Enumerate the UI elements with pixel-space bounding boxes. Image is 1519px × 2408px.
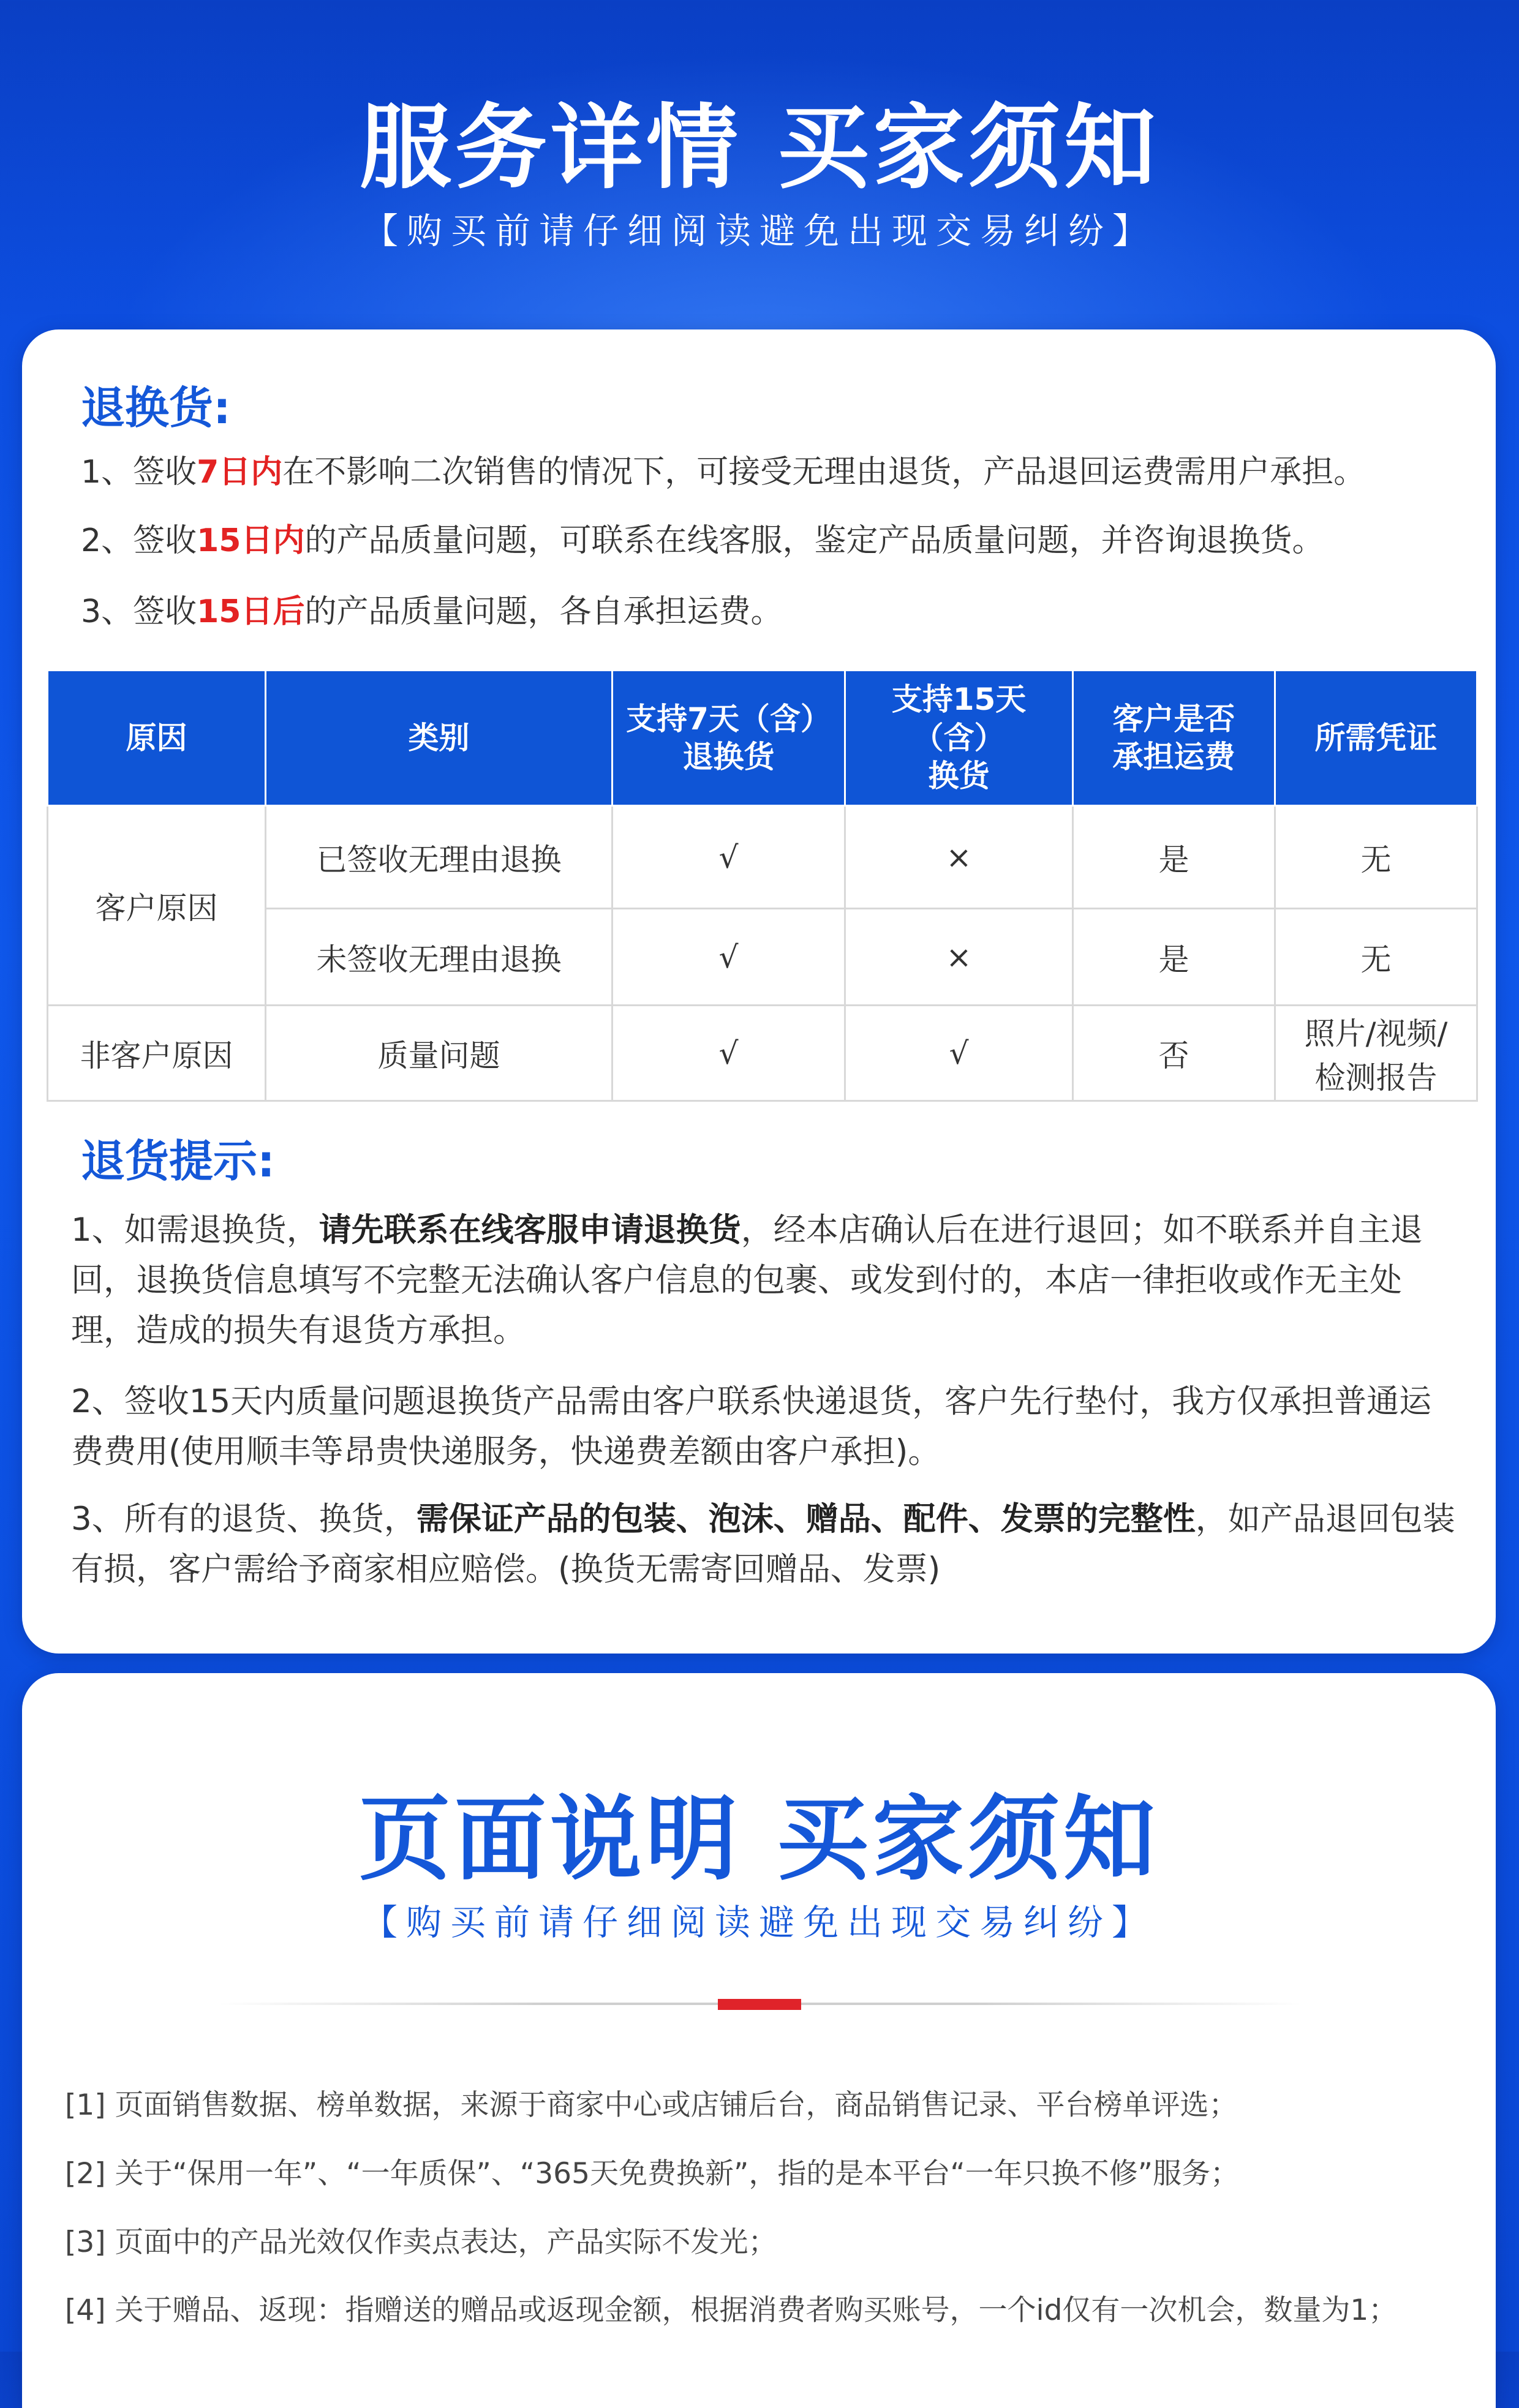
cell-proof: 无 <box>1275 806 1477 909</box>
check-icon: √ <box>612 806 845 909</box>
cell-proof: 照片/视频/ 检测报告 <box>1275 1006 1477 1101</box>
cell-shipping: 是 <box>1073 909 1275 1006</box>
returns-line-2: 2、签收15日内的产品质量问题，可联系在线客服，鉴定产品质量问题，并咨询退换货。 <box>81 522 1324 559</box>
group-customer: 客户原因 <box>48 806 266 1006</box>
table-row <box>48 1006 1477 1101</box>
group-non-customer: 非客户原因 <box>48 1006 266 1101</box>
divider-accent <box>718 1999 801 2010</box>
page-notes-card <box>22 1673 1496 2408</box>
returns-line-1: 1、签收7日内在不影响二次销售的情况下，可接受无理由退货，产品退回运费需用户承担。 <box>81 454 1366 491</box>
page-subtitle: 【购买前请仔细阅读避免出现交易纠纷】 <box>362 210 1156 252</box>
note-item-3: [3] 页面中的产品光效仅作卖点表达，产品实际不发光； <box>65 2226 777 2259</box>
cell-category: 已签收无理由退换 <box>266 806 612 909</box>
service-details-card <box>22 329 1496 1654</box>
returns-line-3: 3、签收15日后的产品质量问题，各自承担运费。 <box>81 593 783 630</box>
bold-text: 需保证产品的包装、泡沫、赠品、配件、发票的完整性 <box>416 1500 1196 1538</box>
header-category: 类别 <box>266 671 612 806</box>
check-icon: √ <box>845 1006 1073 1101</box>
hero-banner <box>0 0 1519 331</box>
cross-icon: × <box>845 909 1073 1006</box>
header-7day: 支持7天（含） 退换货 <box>612 671 845 806</box>
cell-category: 未签收无理由退换 <box>266 909 612 1006</box>
table-row <box>48 806 1477 909</box>
tip-item-3: 3、所有的退货、换货，需保证产品的包装、泡沫、赠品、配件、发票的完整性，如产品退回包装有损，客户需给予商家相应赔偿。(换货无需寄回赠品、发票) <box>71 1500 1455 1588</box>
notes-subtitle: 【购买前请仔细阅读避免出现交易纠纷】 <box>361 1902 1156 1943</box>
check-icon: √ <box>612 909 845 1006</box>
tip-item-1: 1、如需退换货，请先联系在线客服申请退换货，经本店确认后在进行退回；如不联系并自主退回，退换货信息填写不完整无法确认客户信息的包裹、或发到付的，本店一律拒收或作无主处理，造成的损失有退货方承担。 <box>71 1211 1423 1349</box>
header-proof: 所需凭证 <box>1275 671 1477 806</box>
tips-heading: 退货提示: <box>81 1135 275 1187</box>
cell-shipping: 否 <box>1073 1006 1275 1101</box>
bold-text: 请先联系在线客服申请退换货 <box>318 1211 741 1249</box>
notes-title: 页面说明 买家须知 <box>358 1786 1159 1893</box>
highlight-text: 7日内 <box>197 454 283 491</box>
cell-shipping: 是 <box>1073 806 1275 909</box>
note-item-1: [1] 页面销售数据、榜单数据，来源于商家中心或店铺后台，商品销售记录、平台榜单评选； <box>65 2088 1238 2122</box>
cross-icon: × <box>845 806 1073 909</box>
returns-heading: 退换货: <box>81 382 231 434</box>
tip-item-2: 2、签收15天内质量问题退换货产品需由客户联系快递退货，客户先行垫付，我方仅承担普通运费费用(使用顺丰等昂贵快递服务，快递费差额由客户承担)。 <box>71 1383 1432 1470</box>
note-item-4: [4] 关于赠品、返现：指赠送的赠品或返现金额，根据消费者购买账号，一个id仅有一次机会，数量为1； <box>65 2293 1398 2327</box>
return-policy-table <box>47 669 1478 1102</box>
cell-category: 质量问题 <box>266 1006 612 1101</box>
highlight-text: 15日后 <box>197 593 305 630</box>
note-item-2: [2] 关于“保用一年”、“一年质保”、“365天免费换新”，指的是本平台“一年只换不修”服务； <box>65 2157 1240 2191</box>
header-reason: 原因 <box>48 671 266 806</box>
check-icon: √ <box>612 1006 845 1101</box>
highlight-text: 15日内 <box>197 522 305 559</box>
page-title: 服务详情 买家须知 <box>359 95 1160 201</box>
header-shipping: 客户是否 承担运费 <box>1073 671 1275 806</box>
cell-proof: 无 <box>1275 909 1477 1006</box>
header-15day: 支持15天（含） 换货 <box>845 671 1073 806</box>
table-header-row <box>48 671 1477 806</box>
